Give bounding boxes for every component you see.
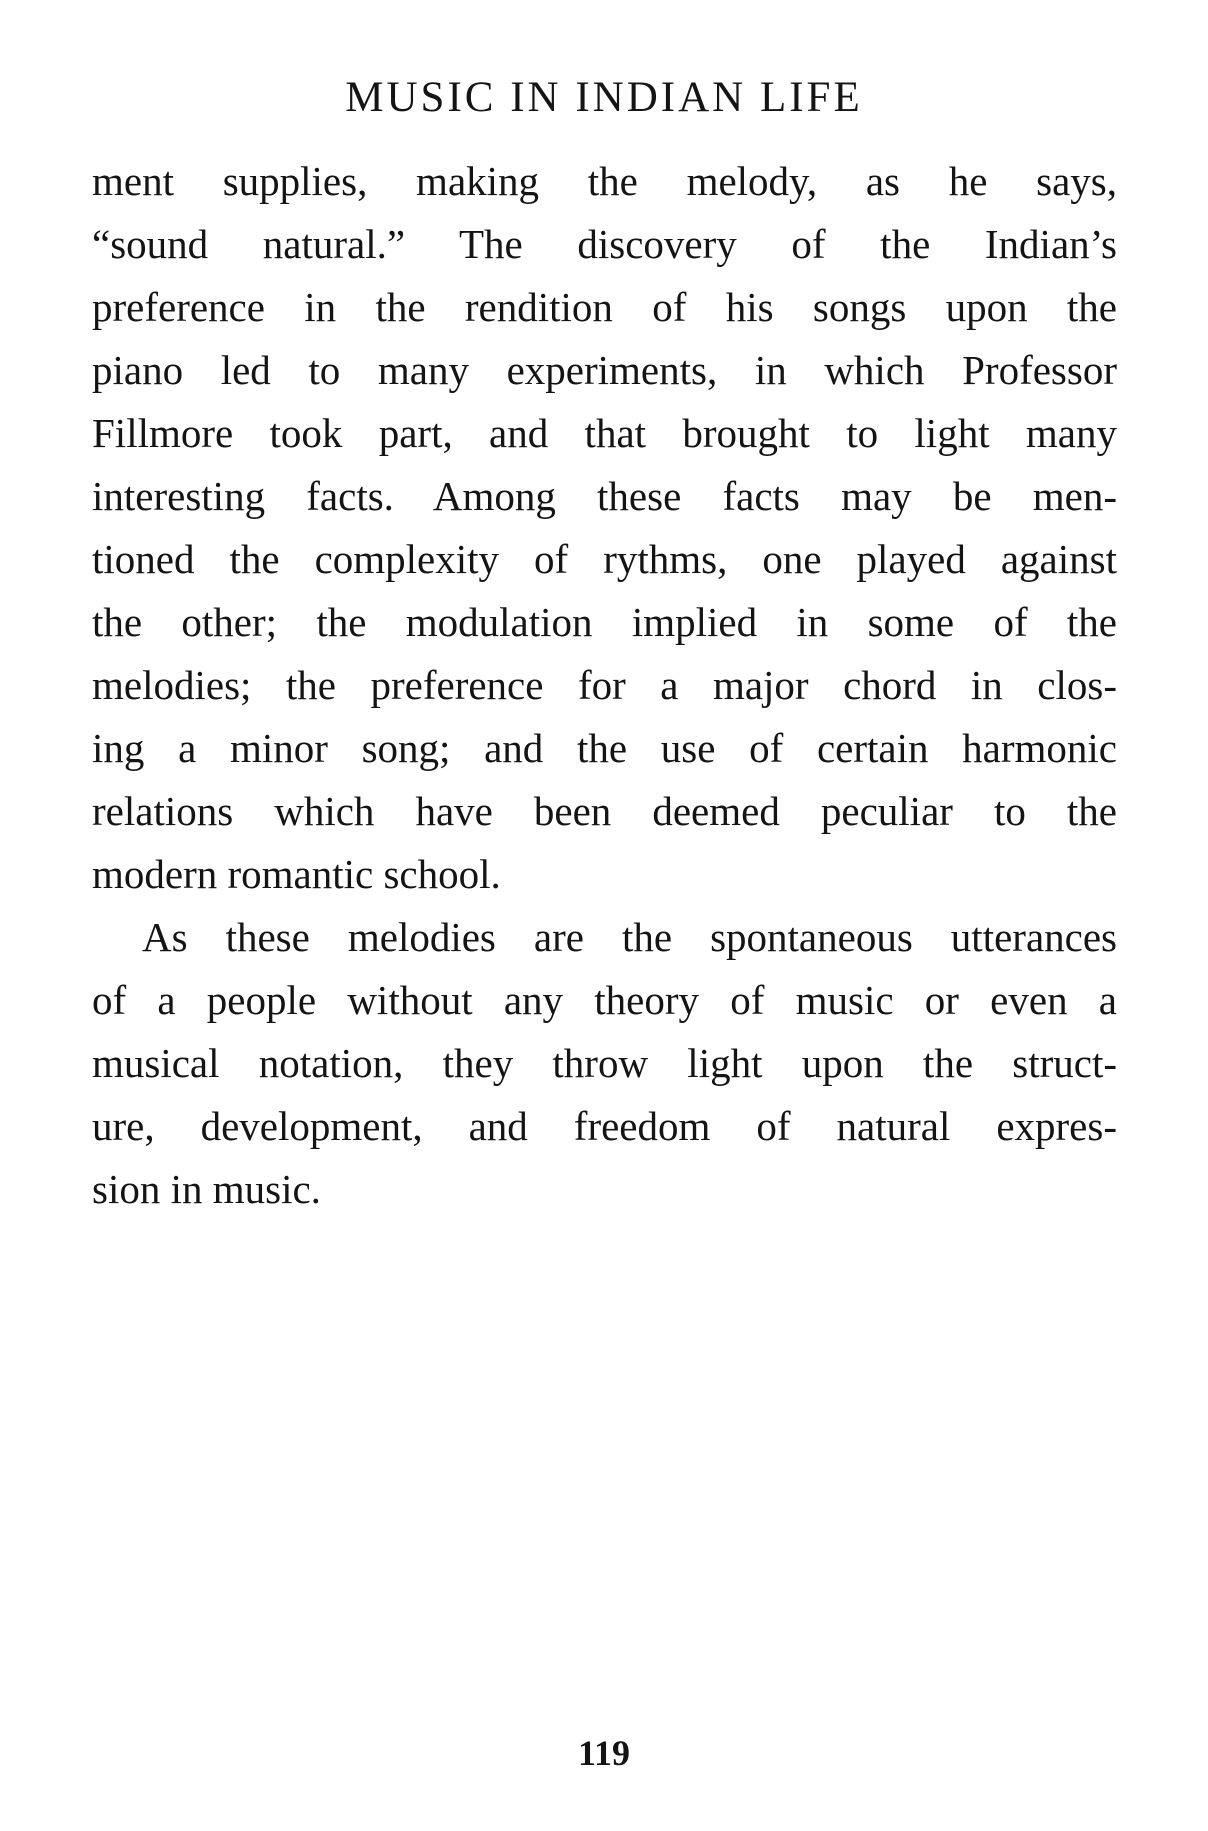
text-line: musical notation, they throw light upon the struct- [92, 1040, 1117, 1086]
text-line: preference in the rendition of his songs upon the [92, 284, 1117, 330]
text-line: interesting facts. Among these facts may be men- [92, 473, 1117, 519]
text-line: melodies; the preference for a major chord in clos- [92, 662, 1117, 708]
body-text [92, 150, 1117, 1221]
text-line: ment supplies, making the melody, as he says, [92, 158, 1117, 204]
text-line: As these melodies are the spontaneous utterances [142, 914, 1117, 960]
text-line: Fillmore took part, and that brought to light many [92, 410, 1117, 456]
text-line: “sound natural.” The discovery of the Indian’s [92, 221, 1117, 267]
text-line: tioned the complexity of rythms, one played against [92, 536, 1117, 582]
text-line: ure, development, and freedom of natural expres- [92, 1103, 1117, 1149]
running-head-title: MUSIC IN INDIAN LIFE [345, 74, 863, 121]
page-number: 119 [577, 1733, 630, 1773]
paragraph-1 [92, 150, 1117, 906]
text-line: modern romantic school. [92, 851, 501, 897]
text-line: sion in music. [92, 1166, 321, 1212]
text-line: of a people without any theory of music or even a [92, 977, 1117, 1023]
paragraph-2 [92, 906, 1117, 1221]
text-line: the other; the modulation implied in some of the [92, 599, 1117, 645]
text-line: piano led to many experiments, in which Professor [92, 347, 1117, 393]
text-line: relations which have been deemed peculiar to the [92, 788, 1117, 834]
text-line: ing a minor song; and the use of certain harmonic [92, 725, 1117, 771]
